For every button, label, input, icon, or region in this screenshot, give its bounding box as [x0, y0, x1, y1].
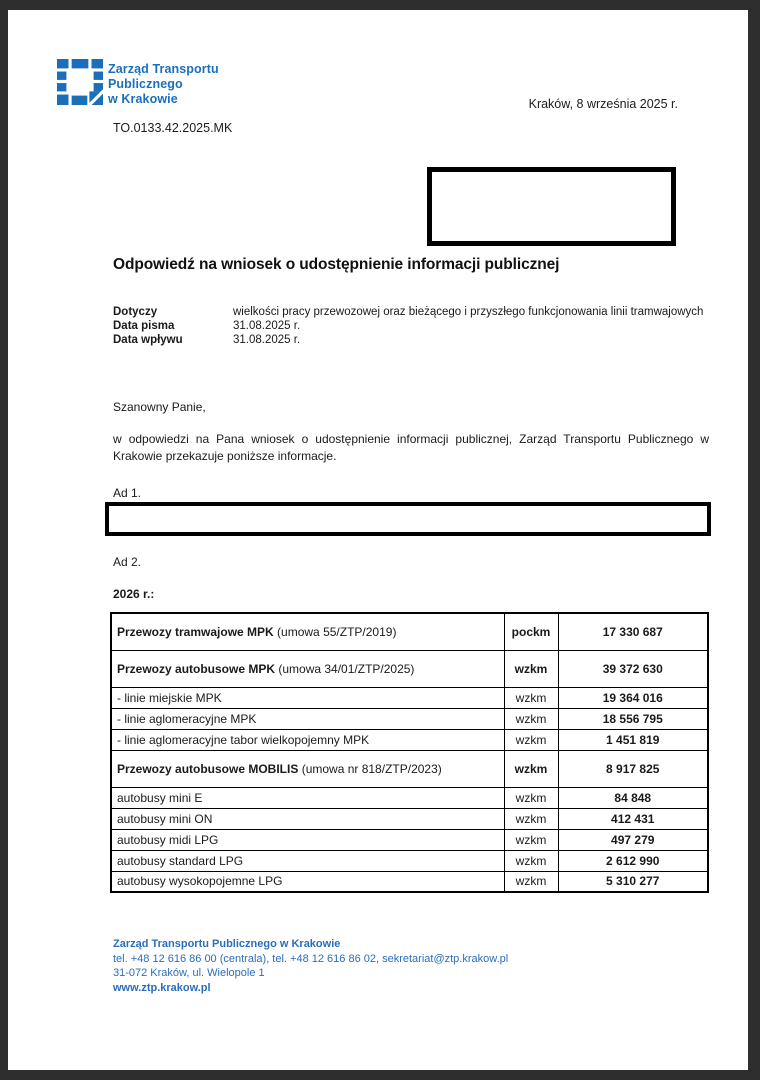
row-value: 19 364 016 [558, 687, 708, 708]
data-pisma-label: Data pisma [113, 320, 175, 332]
row-label-rest: autobusy midi LPG [117, 832, 219, 847]
row-unit: wzkm [504, 829, 558, 850]
row-value: 1 451 819 [558, 729, 708, 750]
row-label-rest: (umowa nr 818/ZTP/2023) [298, 761, 442, 776]
row-unit: wzkm [504, 687, 558, 708]
row-label-bold: Przewozy autobusowe MOBILIS [117, 761, 299, 776]
meta-block [113, 305, 707, 347]
ad1-label: Ad 1. [113, 486, 142, 500]
ztp-logo-icon [57, 59, 103, 105]
row-label-rest: - linie aglomeracyjne MPK [117, 711, 257, 726]
meta-row-data-pisma [113, 319, 707, 333]
city-and-date: Kraków, 8 września 2025 r. [528, 97, 678, 111]
row-label-rest: autobusy mini ON [117, 811, 213, 826]
row-unit: wzkm [504, 850, 558, 871]
table-row [111, 850, 708, 871]
table-row [111, 871, 708, 892]
meta-row-dotyczy [113, 305, 707, 319]
body-paragraph: w odpowiedzi na Pana wniosek o udostępnienie informacji publicznej, Zarząd Transportu Publicznego w Krakowie przekazuje poniższe informacje. [113, 432, 709, 463]
footer-contact-block [113, 937, 673, 995]
row-label-rest: - linie aglomeracyjne tabor wielkopojemny MPK [117, 732, 370, 747]
row-value: 497 279 [558, 829, 708, 850]
data-pisma-value: 31.08.2025 r. [233, 320, 301, 332]
row-label-bold: Przewozy autobusowe MPK [117, 661, 276, 676]
row-label-rest: (umowa 34/01/ZTP/2025) [275, 661, 415, 676]
table-row [111, 613, 708, 650]
row-unit: wzkm [504, 871, 558, 892]
row-value: 39 372 630 [558, 650, 708, 687]
table-row [111, 708, 708, 729]
row-unit: wzkm [504, 708, 558, 729]
table-row [111, 729, 708, 750]
year-heading: 2026 r.: [113, 587, 155, 601]
table-row [111, 687, 708, 708]
row-unit: wzkm [504, 808, 558, 829]
row-unit: pockm [504, 613, 558, 650]
data-wplywu-label: Data wpływu [113, 334, 183, 346]
table-row [111, 650, 708, 687]
document-page [8, 10, 748, 1070]
row-unit: wzkm [504, 650, 558, 687]
row-unit: wzkm [504, 750, 558, 787]
row-unit: wzkm [504, 787, 558, 808]
dotyczy-label: Dotyczy [113, 306, 158, 318]
table-row [111, 829, 708, 850]
logo-line-1: Zarząd Transportu [108, 62, 219, 76]
row-label-rest: (umowa 55/ZTP/2019) [273, 624, 397, 639]
logo-line-3: w Krakowie [108, 92, 178, 106]
dotyczy-value: wielkości pracy przewozowej oraz bieżącego i przyszłego funkcjonowania linii tramwajowych [233, 306, 704, 318]
row-value: 18 556 795 [558, 708, 708, 729]
ztp-logo-wordmark [108, 62, 219, 107]
table-row [111, 787, 708, 808]
recipient-redaction-box [427, 167, 676, 246]
row-label-rest: autobusy standard LPG [117, 853, 244, 868]
ad1-redaction-bar [105, 502, 711, 536]
table-row [111, 750, 708, 787]
row-label-rest: autobusy wysokopojemne LPG [117, 874, 283, 889]
row-label-bold: Przewozy tramwajowe MPK [117, 624, 274, 639]
salutation: Szanowny Panie, [113, 400, 206, 414]
row-value: 17 330 687 [558, 613, 708, 650]
row-value: 8 917 825 [558, 750, 708, 787]
reference-number: TO.0133.42.2025.MK [113, 121, 233, 135]
transport-data-table [110, 612, 709, 893]
footer-org-name: Zarząd Transportu Publicznego w Krakowie [113, 938, 341, 950]
row-value: 84 848 [558, 787, 708, 808]
row-label-rest: - linie miejskie MPK [117, 690, 222, 705]
footer-address: 31-072 Kraków, ul. Wielopole 1 [113, 967, 265, 979]
row-unit: wzkm [504, 729, 558, 750]
row-label-rest: autobusy mini E [117, 790, 203, 805]
ad2-label: Ad 2. [113, 555, 142, 569]
row-value: 412 431 [558, 808, 708, 829]
row-value: 5 310 277 [558, 871, 708, 892]
table-row [111, 808, 708, 829]
document-title: Odpowiedź na wniosek o udostępnienie informacji publicznej [113, 256, 560, 273]
footer-phones-email: tel. +48 12 616 86 00 (centrala), tel. +48 12 616 86 02, sekretariat@ztp.krakow.pl [113, 952, 509, 965]
meta-row-data-wplywu [113, 333, 707, 347]
data-wplywu-value: 31.08.2025 r. [233, 334, 301, 346]
footer-website: www.ztp.krakow.pl [113, 981, 211, 994]
logo-line-2: Publicznego [108, 77, 183, 91]
row-value: 2 612 990 [558, 850, 708, 871]
